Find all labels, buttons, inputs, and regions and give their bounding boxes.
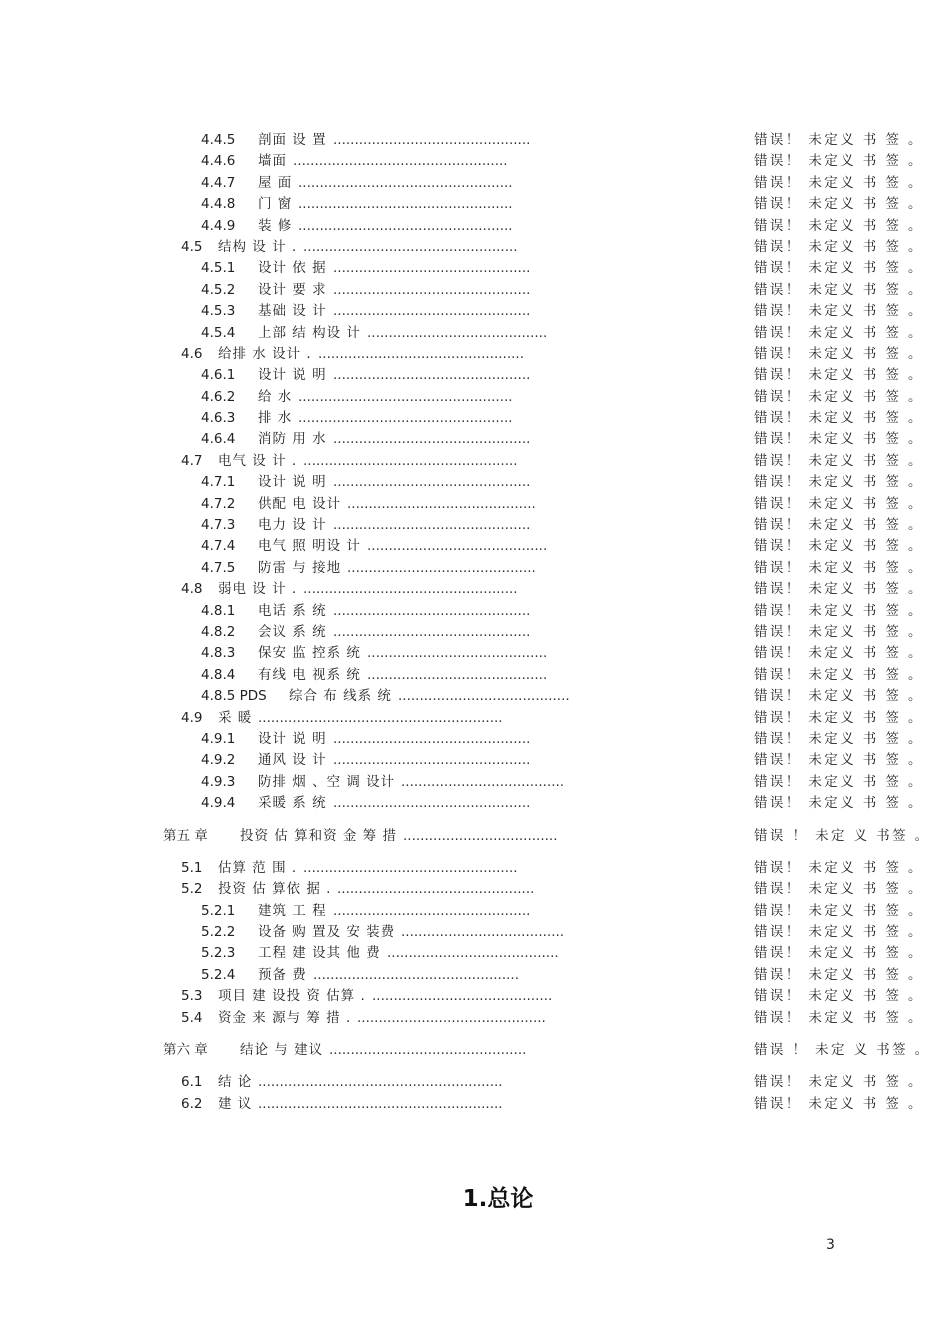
page-number: 3 bbox=[826, 1237, 835, 1253]
toc-entry-page-ref: 错误！ 未定义 书 签 。 bbox=[754, 132, 924, 148]
toc-entry-title: 电气 照 明设 计 bbox=[258, 538, 361, 555]
toc-entry-title: 资金 来 源与 筹 措 . bbox=[218, 1009, 352, 1026]
toc-entry-number: 4.4.7 bbox=[201, 174, 236, 191]
toc-entry[interactable] bbox=[0, 323, 950, 344]
toc-entry-leader: .............................................. bbox=[333, 260, 531, 277]
toc-entry-number: 4.6 bbox=[181, 345, 203, 362]
toc-entry-title: 给 水 bbox=[258, 388, 293, 405]
toc-entry-number: 4.5.3 bbox=[201, 303, 236, 320]
toc-entry[interactable] bbox=[0, 237, 950, 258]
toc-entry-number: 4.9.4 bbox=[201, 795, 236, 812]
toc-entry-page-ref: 错误！ 未定义 书 签 。 bbox=[754, 1074, 924, 1091]
toc-entry[interactable] bbox=[0, 151, 950, 172]
toc-entry-number: 4.6.4 bbox=[201, 431, 236, 448]
toc-entry-title: 墙面 bbox=[258, 153, 287, 170]
toc-entry-leader: .................................................. bbox=[303, 859, 518, 876]
toc-entry-page-ref: 错误！ 未定义 书 签 。 bbox=[754, 517, 924, 534]
toc-entry-title: 装 修 bbox=[258, 217, 293, 234]
toc-entry-page-ref: 错误！ 未定义 书 签 。 bbox=[754, 623, 924, 640]
table-of-contents bbox=[0, 130, 950, 1115]
toc-entry-page-ref: 错误！ 未定义 书 签 。 bbox=[754, 709, 924, 726]
toc-entry[interactable] bbox=[0, 301, 950, 322]
toc-entry-title: 设计 说 明 bbox=[258, 474, 327, 491]
toc-entry-title: 剖面 设 置 bbox=[258, 132, 327, 148]
toc-entry-title: 屋 面 bbox=[258, 174, 293, 191]
toc-entry[interactable] bbox=[0, 986, 950, 1007]
toc-entry-title: 通风 设 计 bbox=[258, 752, 327, 769]
toc-entry-title: 电气 设 计 . bbox=[218, 452, 298, 469]
toc-entry-page-ref: 错误 ！ 未定 义 书签 。 bbox=[754, 1042, 931, 1059]
toc-entry-number: 5.4 bbox=[181, 1009, 203, 1026]
toc-entry-page-ref: 错误！ 未定义 书 签 。 bbox=[754, 345, 924, 362]
toc-entry-page-ref: 错误！ 未定义 书 签 。 bbox=[754, 452, 924, 469]
toc-entry-page-ref: 错误！ 未定义 书 签 。 bbox=[754, 924, 924, 941]
toc-entry[interactable] bbox=[0, 643, 950, 664]
toc-entry[interactable] bbox=[0, 536, 950, 557]
toc-entry-leader: .............................................. bbox=[333, 132, 531, 148]
toc-entry-title: 设计 要 求 bbox=[258, 281, 327, 298]
toc-entry-title: 排 水 bbox=[258, 410, 293, 427]
toc-entry[interactable] bbox=[0, 601, 950, 622]
toc-entry-leader: .................................................. bbox=[298, 388, 513, 405]
toc-entry-title: 结论 与 建议 bbox=[240, 1042, 324, 1059]
toc-entry-page-ref: 错误！ 未定义 书 签 。 bbox=[754, 303, 924, 320]
toc-entry-leader: .............................................. bbox=[333, 795, 531, 812]
toc-entry-page-ref: 错误！ 未定义 书 签 。 bbox=[754, 645, 924, 662]
toc-entry-leader: ........................................ bbox=[387, 945, 559, 962]
toc-entry-page-ref: 错误！ 未定义 书 签 。 bbox=[754, 602, 924, 619]
toc-entry-title: 设备 购 置及 安 装费 bbox=[258, 924, 396, 941]
toc-entry-leader: .............................................. bbox=[333, 474, 531, 491]
toc-entry-number: 4.6.3 bbox=[201, 410, 236, 427]
toc-entry-title: 投资 估 算和资 金 筹 措 bbox=[240, 827, 397, 844]
toc-entry-title: 工程 建 设其 他 费 bbox=[258, 945, 381, 962]
toc-entry-leader: ......................................................... bbox=[258, 709, 503, 726]
toc-entry-leader: .................................................. bbox=[293, 153, 508, 170]
toc-entry-page-ref: 错误！ 未定义 书 签 。 bbox=[754, 217, 924, 234]
toc-entry-title: 门 窗 bbox=[258, 196, 293, 213]
toc-entry[interactable] bbox=[0, 258, 950, 279]
toc-entry-page-ref: 错误！ 未定义 书 签 。 bbox=[754, 174, 924, 191]
toc-entry-page-ref: 错误！ 未定义 书 签 。 bbox=[754, 388, 924, 405]
toc-entry-page-ref: 错误！ 未定义 书 签 。 bbox=[754, 945, 924, 962]
toc-entry-leader: .................................................. bbox=[298, 174, 513, 191]
toc-entry-number: 4.5.2 bbox=[201, 281, 236, 298]
toc-entry-leader: .............................................. bbox=[333, 730, 531, 747]
toc-entry-number: 5.1 bbox=[181, 859, 203, 876]
toc-entry[interactable] bbox=[0, 216, 950, 237]
toc-entry-number: 5.2.4 bbox=[201, 966, 236, 983]
toc-entry-number: 4.7.2 bbox=[201, 495, 236, 512]
toc-entry-page-ref: 错误！ 未定义 书 签 。 bbox=[754, 902, 924, 919]
toc-entry-number: 第五 章 bbox=[163, 827, 208, 844]
toc-entry-page-ref: 错误！ 未定义 书 签 。 bbox=[754, 730, 924, 747]
toc-entry-number: 5.2.3 bbox=[201, 945, 236, 962]
toc-entry[interactable] bbox=[0, 387, 950, 408]
toc-entry-title: 结 论 bbox=[218, 1074, 253, 1091]
toc-entry-title: 建 议 bbox=[218, 1095, 253, 1112]
toc-entry[interactable] bbox=[0, 429, 950, 450]
toc-entry-leader: ................................................ bbox=[313, 966, 519, 983]
toc-entry-page-ref: 错误！ 未定义 书 签 。 bbox=[754, 581, 924, 598]
toc-entry-number: 4.8.4 bbox=[201, 666, 236, 683]
toc-entry-number: 4.7.1 bbox=[201, 474, 236, 491]
toc-entry-title: 投资 估 算依 据 . bbox=[218, 881, 332, 898]
toc-entry-number: 5.2 bbox=[181, 881, 203, 898]
toc-entry-leader: .......................................... bbox=[372, 988, 553, 1005]
toc-entry-leader: .............................................. bbox=[333, 431, 531, 448]
toc-entry[interactable] bbox=[0, 665, 950, 686]
toc-entry[interactable] bbox=[0, 194, 950, 215]
toc-entry-leader: .............................................. bbox=[333, 303, 531, 320]
toc-entry-leader: .............................................. bbox=[333, 281, 531, 298]
toc-entry-number: 4.4.6 bbox=[201, 153, 236, 170]
toc-entry[interactable] bbox=[0, 1072, 950, 1093]
toc-entry-leader: .......................................... bbox=[367, 666, 548, 683]
toc-entry-number: 4.7 bbox=[181, 452, 203, 469]
toc-entry-number: 4.8.5 PDS bbox=[201, 688, 267, 705]
toc-entry[interactable] bbox=[0, 708, 950, 729]
toc-entry-title: 采暖 系 统 bbox=[258, 795, 327, 812]
toc-entry-title: 防排 烟 、空 调 设计 bbox=[258, 773, 396, 790]
toc-entry[interactable] bbox=[0, 1094, 950, 1115]
toc-entry-title: 供配 电 设计 bbox=[258, 495, 342, 512]
toc-entry-leader: .................................................. bbox=[298, 196, 513, 213]
toc-entry-page-ref: 错误！ 未定义 书 签 。 bbox=[754, 752, 924, 769]
toc-entry-title: 综合 布 线系 统 bbox=[289, 688, 392, 705]
toc-entry-leader: .................................... bbox=[403, 827, 558, 844]
toc-entry-leader: .............................................. bbox=[333, 367, 531, 384]
toc-entry[interactable] bbox=[0, 515, 950, 536]
toc-entry-page-ref: 错误！ 未定义 书 签 。 bbox=[754, 795, 924, 812]
toc-entry-title: 有线 电 视系 统 bbox=[258, 666, 361, 683]
toc-entry-title: 消防 用 水 bbox=[258, 431, 327, 448]
toc-entry-page-ref: 错误！ 未定义 书 签 。 bbox=[754, 281, 924, 298]
toc-entry-title: 预备 费 bbox=[258, 966, 307, 983]
toc-entry[interactable] bbox=[0, 943, 950, 964]
toc-entry-number: 4.4.8 bbox=[201, 196, 236, 213]
toc-entry-page-ref: 错误！ 未定义 书 签 。 bbox=[754, 153, 924, 170]
toc-entry-number: 5.3 bbox=[181, 988, 203, 1005]
toc-entry-page-ref: 错误！ 未定义 书 签 。 bbox=[754, 260, 924, 277]
toc-entry[interactable] bbox=[0, 858, 950, 879]
toc-entry[interactable] bbox=[0, 879, 950, 900]
toc-entry-page-ref: 错误！ 未定义 书 签 。 bbox=[754, 773, 924, 790]
toc-entry-leader: .............................................. bbox=[333, 623, 531, 640]
toc-entry-title: 上部 结 构设 计 bbox=[258, 324, 361, 341]
toc-entry-leader: .............................................. bbox=[329, 1042, 527, 1059]
toc-entry-leader: .................................................. bbox=[298, 410, 513, 427]
toc-entry-number: 4.9.1 bbox=[201, 730, 236, 747]
toc-entry-title: 电话 系 统 bbox=[258, 602, 327, 619]
toc-entry-number: 6.1 bbox=[181, 1074, 203, 1091]
toc-entry-page-ref: 错误！ 未定义 书 签 。 bbox=[754, 666, 924, 683]
toc-entry-number: 6.2 bbox=[181, 1095, 203, 1112]
toc-entry[interactable] bbox=[0, 686, 950, 707]
toc-entry-title: 建筑 工 程 bbox=[258, 902, 327, 919]
toc-entry-page-ref: 错误！ 未定义 书 签 。 bbox=[754, 431, 924, 448]
toc-entry[interactable] bbox=[0, 772, 950, 793]
toc-entry-number: 4.8 bbox=[181, 581, 203, 598]
toc-entry-page-ref: 错误！ 未定义 书 签 。 bbox=[754, 559, 924, 576]
toc-entry-leader: ................................................ bbox=[318, 345, 524, 362]
toc-entry-page-ref: 错误！ 未定义 书 签 。 bbox=[754, 474, 924, 491]
toc-entry[interactable] bbox=[0, 173, 950, 194]
toc-entry-page-ref: 错误 ！ 未定 义 书签 。 bbox=[754, 827, 931, 844]
toc-entry[interactable] bbox=[0, 579, 950, 600]
toc-entry-number: 4.9.3 bbox=[201, 773, 236, 790]
toc-entry-leader: .................................................. bbox=[303, 238, 518, 255]
toc-entry-title: 设计 说 明 bbox=[258, 367, 327, 384]
toc-entry-number: 4.8.3 bbox=[201, 645, 236, 662]
toc-entry-title: 电力 设 计 bbox=[258, 517, 327, 534]
toc-entry-leader: ...................................... bbox=[401, 773, 565, 790]
toc-entry[interactable] bbox=[0, 1040, 950, 1061]
toc-entry-page-ref: 错误！ 未定义 书 签 。 bbox=[754, 988, 924, 1005]
toc-entry-leader: ........................................ bbox=[398, 688, 570, 705]
toc-entry-leader: .............................................. bbox=[333, 517, 531, 534]
toc-entry-page-ref: 错误！ 未定义 书 签 。 bbox=[754, 238, 924, 255]
toc-entry-leader: .............................................. bbox=[337, 881, 535, 898]
toc-entry[interactable] bbox=[0, 922, 950, 943]
toc-entry[interactable] bbox=[0, 472, 950, 493]
toc-entry-leader: ......................................................... bbox=[258, 1095, 503, 1112]
toc-entry-number: 4.7.3 bbox=[201, 517, 236, 534]
toc-entry-number: 4.4.9 bbox=[201, 217, 236, 234]
toc-entry[interactable] bbox=[0, 729, 950, 750]
toc-entry-number: 4.8.2 bbox=[201, 623, 236, 640]
toc-entry-title: 防雷 与 接地 bbox=[258, 559, 342, 576]
toc-entry-number: 4.7.5 bbox=[201, 559, 236, 576]
toc-entry-page-ref: 错误！ 未定义 书 签 。 bbox=[754, 324, 924, 341]
toc-entry[interactable] bbox=[0, 365, 950, 386]
toc-entry[interactable] bbox=[0, 130, 950, 151]
toc-entry-leader: ......................................................... bbox=[258, 1074, 503, 1091]
toc-entry-page-ref: 错误！ 未定义 书 签 。 bbox=[754, 538, 924, 555]
toc-entry[interactable] bbox=[0, 408, 950, 429]
toc-entry-leader: ............................................ bbox=[357, 1009, 546, 1026]
toc-entry[interactable] bbox=[0, 826, 950, 847]
toc-entry-number: 4.5 bbox=[181, 238, 203, 255]
toc-entry-page-ref: 错误！ 未定义 书 签 。 bbox=[754, 688, 924, 705]
toc-entry-leader: .......................................... bbox=[367, 538, 548, 555]
toc-entry[interactable] bbox=[0, 965, 950, 986]
toc-entry-leader: .................................................. bbox=[303, 581, 518, 598]
toc-entry-number: 5.2.2 bbox=[201, 924, 236, 941]
toc-entry-leader: ............................................ bbox=[347, 559, 536, 576]
toc-entry-title: 设计 依 据 bbox=[258, 260, 327, 277]
toc-entry[interactable] bbox=[0, 280, 950, 301]
toc-entry-number: 4.9.2 bbox=[201, 752, 236, 769]
toc-entry-page-ref: 错误！ 未定义 书 签 。 bbox=[754, 410, 924, 427]
toc-entry-number: 4.5.4 bbox=[201, 324, 236, 341]
toc-entry[interactable] bbox=[0, 558, 950, 579]
toc-entry-leader: .............................................. bbox=[333, 752, 531, 769]
toc-entry-title: 设计 说 明 bbox=[258, 730, 327, 747]
toc-entry-title: 弱电 设 计 . bbox=[218, 581, 298, 598]
toc-entry-number: 4.7.4 bbox=[201, 538, 236, 555]
toc-entry-title: 项目 建 设投 资 估算 . bbox=[218, 988, 366, 1005]
toc-entry-number: 4.8.1 bbox=[201, 602, 236, 619]
toc-entry-page-ref: 错误！ 未定义 书 签 。 bbox=[754, 966, 924, 983]
toc-entry-number: 4.9 bbox=[181, 709, 203, 726]
toc-entry-leader: .............................................. bbox=[333, 902, 531, 919]
toc-entry-leader: .................................................. bbox=[298, 217, 513, 234]
toc-entry[interactable] bbox=[0, 793, 950, 814]
toc-entry-title: 估算 范 围 . bbox=[218, 859, 298, 876]
toc-entry-title: 给排 水 设计 . bbox=[218, 345, 312, 362]
toc-entry[interactable] bbox=[0, 622, 950, 643]
toc-entry-number: 5.2.1 bbox=[201, 902, 236, 919]
toc-entry-title: 结构 设 计 . bbox=[218, 238, 298, 255]
toc-entry[interactable] bbox=[0, 494, 950, 515]
toc-entry[interactable] bbox=[0, 750, 950, 771]
toc-entry[interactable] bbox=[0, 344, 950, 365]
toc-entry-leader: .......................................... bbox=[367, 324, 548, 341]
toc-entry-number: 4.5.1 bbox=[201, 260, 236, 277]
toc-entry-number: 4.6.1 bbox=[201, 367, 236, 384]
toc-entry-page-ref: 错误！ 未定义 书 签 。 bbox=[754, 367, 924, 384]
toc-entry-leader: .............................................. bbox=[333, 602, 531, 619]
toc-entry-number: 第六 章 bbox=[163, 1042, 208, 1059]
toc-entry-number: 4.6.2 bbox=[201, 388, 236, 405]
toc-entry-leader: .................................................. bbox=[303, 452, 518, 469]
toc-entry-page-ref: 错误！ 未定义 书 签 。 bbox=[754, 495, 924, 512]
toc-entry-leader: ............................................ bbox=[347, 495, 536, 512]
toc-entry-page-ref: 错误！ 未定义 书 签 。 bbox=[754, 196, 924, 213]
toc-entry-page-ref: 错误！ 未定义 书 签 。 bbox=[754, 881, 924, 898]
toc-entry-title: 会议 系 统 bbox=[258, 623, 327, 640]
toc-entry-leader: .......................................... bbox=[367, 645, 548, 662]
toc-entry[interactable] bbox=[0, 901, 950, 922]
toc-entry-page-ref: 错误！ 未定义 书 签 。 bbox=[754, 1095, 924, 1112]
toc-entry-title: 基础 设 计 bbox=[258, 303, 327, 320]
chapter-heading: 1.总论 bbox=[462, 1186, 534, 1212]
toc-entry-page-ref: 错误！ 未定义 书 签 。 bbox=[754, 1009, 924, 1026]
toc-entry-title: 采 暖 bbox=[218, 709, 253, 726]
toc-entry-leader: ...................................... bbox=[401, 924, 565, 941]
toc-entry[interactable] bbox=[0, 451, 950, 472]
toc-entry-page-ref: 错误！ 未定义 书 签 。 bbox=[754, 859, 924, 876]
toc-entry-title: 保安 监 控系 统 bbox=[258, 645, 361, 662]
toc-entry-number: 4.4.5 bbox=[201, 132, 236, 148]
toc-entry[interactable] bbox=[0, 1008, 950, 1029]
